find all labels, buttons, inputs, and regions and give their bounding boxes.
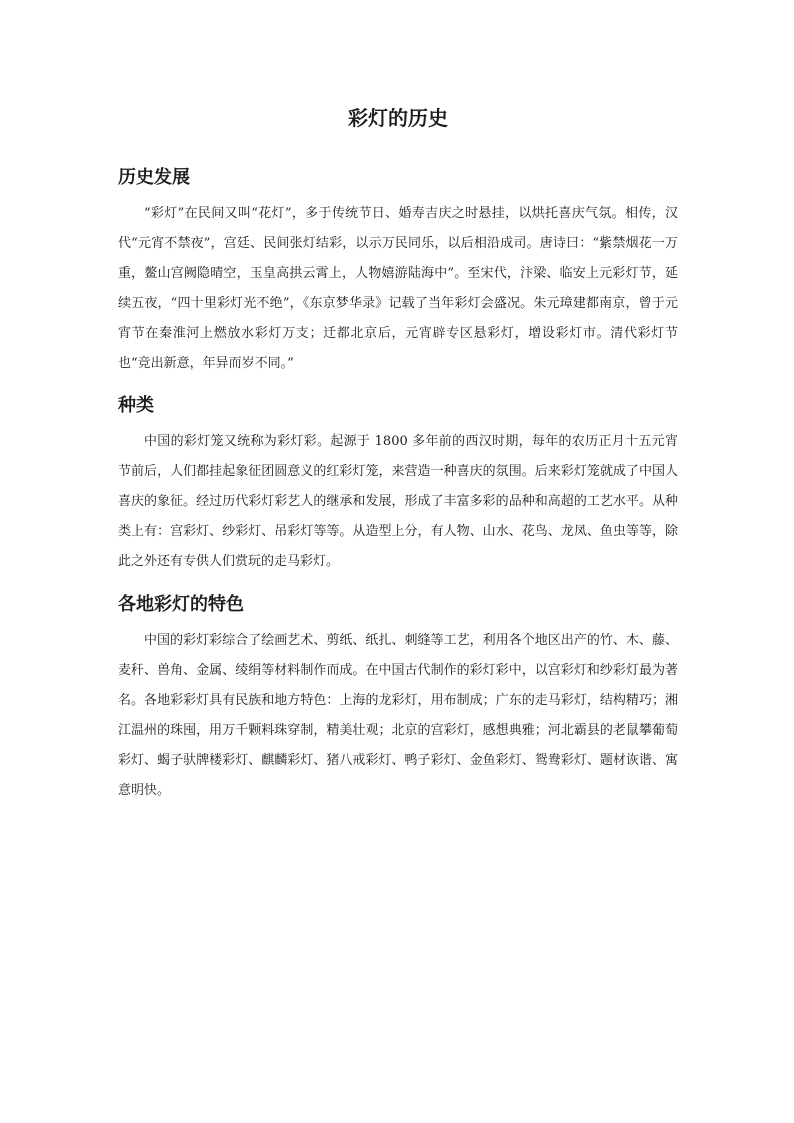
section-paragraph: 中国的彩灯彩综合了绘画艺术、剪纸、纸扎、刺缝等工艺，利用各个地区出产的竹、木、藤、麦秆、兽角、金属、绫绢等材料制作而成。在中国古代制作的彩灯彩中，以宫彩灯和纱彩灯最为著名。各地彩彩灯具有民族和地方特色：上海的龙彩灯，用布制成；广东的走马彩灯，结构精巧；湘江温州的珠囤，用万千颗料珠穿制，精美壮观；北京的宫彩灯，感想典雅；河北霸县的老鼠攀葡萄彩灯、蝎子驮牌楼彩灯、麒麟彩灯、猪八戒彩灯、鸭子彩灯、金鱼彩灯、鸳鸯彩灯、题材诙谐、寓意明快。 bbox=[118, 633, 678, 798]
section-paragraph: 中国的彩灯笼又统称为彩灯彩。起源于 1800 多年前的西汉时期，每年的农历正月十五元宵节前后，人们都挂起象征团圆意义的红彩灯笼，来营造一种喜庆的氛围。后来彩灯笼就成了中国人喜庆的象征。经过历代彩灯彩艺人的继承和发展，形成了丰富多彩的品种和高超的工艺水平。从种类上有：宫彩灯、纱彩灯、吊彩灯等等。从造型上分，有人物、山水、花鸟、龙凤、鱼虫等等，除此之外还有专供人们赏玩的走马彩灯。 bbox=[118, 434, 678, 569]
section-regional-features bbox=[118, 592, 678, 806]
section-paragraph: “彩灯”在民间又叫“花灯”，多于传统节日、婚寿吉庆之时悬挂，以烘托喜庆气氛。相传，汉代“元宵不禁夜”，宫廷、民间张灯结彩，以示万民同乐，以后相沿成司。唐诗曰：“紫禁烟花一万重，鳌山宫阙隐晴空，玉皇高拱云霄上，人物嬉游陆海中”。至宋代，汴梁、临安上元彩灯节，延续五夜，“四十里彩灯光不绝”，《东京梦华录》记载了当年彩灯会盛况。朱元璋建都南京，曾于元宵节在秦淮河上燃放水彩灯万支；迁都北京后，元宵辟专区悬彩灯，增设彩灯市。清代彩灯节也“竞出新意，年异而岁不同。” bbox=[118, 206, 678, 371]
section-heading: 各地彩灯的特色 bbox=[118, 594, 244, 615]
section-heading: 种类 bbox=[118, 395, 154, 416]
section-types bbox=[118, 393, 678, 577]
section-heading: 历史发展 bbox=[118, 167, 190, 188]
document-title: 彩灯的历史 bbox=[348, 106, 448, 130]
section-history bbox=[118, 165, 678, 379]
